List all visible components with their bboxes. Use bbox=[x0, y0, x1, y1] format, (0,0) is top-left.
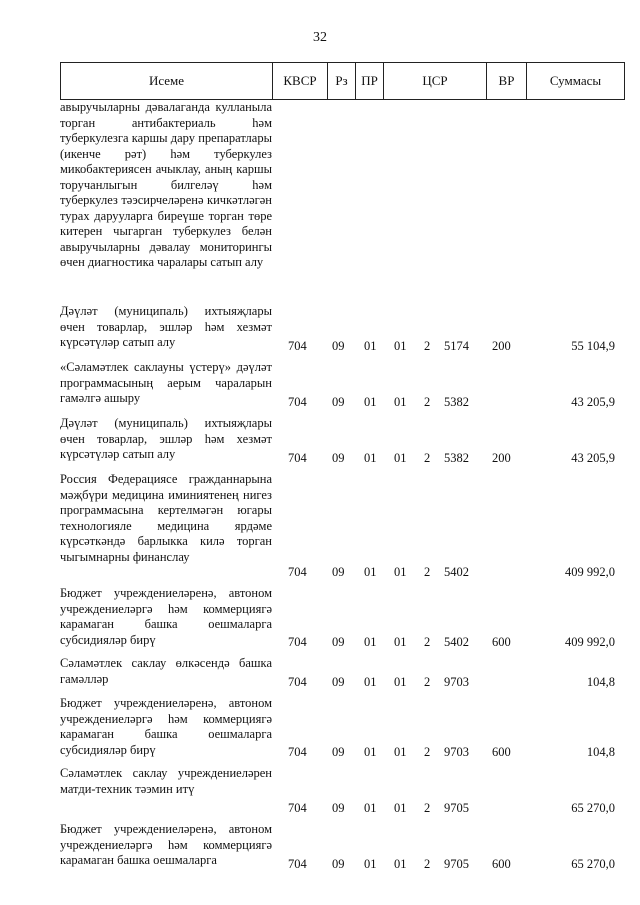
csr-part3-cell: 5402 bbox=[444, 634, 469, 649]
table-row bbox=[60, 354, 625, 410]
table-row bbox=[60, 760, 625, 816]
header-pr: ПР bbox=[356, 63, 384, 99]
pr-cell: 01 bbox=[364, 394, 377, 409]
table-header bbox=[60, 62, 625, 100]
csr-part3-cell: 5402 bbox=[444, 564, 469, 579]
csr-part2-cell: 2 bbox=[424, 338, 431, 353]
header-vr: ВР bbox=[487, 63, 527, 99]
header-name: Исеме bbox=[61, 63, 273, 99]
csr-part1-cell: 01 bbox=[394, 800, 407, 815]
csr-part2-cell: 2 bbox=[424, 744, 431, 759]
rz-cell: 09 bbox=[332, 674, 345, 689]
csr-part2-cell: 2 bbox=[424, 800, 431, 815]
csr-part3-cell: 9705 bbox=[444, 800, 469, 815]
csr-part2-cell: 2 bbox=[424, 674, 431, 689]
rz-cell: 09 bbox=[332, 338, 345, 353]
csr-part3-cell: 9705 bbox=[444, 856, 469, 871]
sum-cell: 65 270,0 bbox=[571, 800, 615, 815]
row-name: Сәламәтлек саклау учреждениеләрен матди-техник тәэмин итү bbox=[60, 766, 272, 796]
pr-cell: 01 bbox=[364, 744, 377, 759]
csr-part3-cell: 9703 bbox=[444, 674, 469, 689]
row-name: Дәүләт (муниципаль) ихтыяҗлары өчен товарлар, эшләр һәм хезмәт күрсәтүләр сатып алу bbox=[60, 416, 272, 461]
pr-cell: 01 bbox=[364, 800, 377, 815]
kvsr-cell: 704 bbox=[288, 674, 307, 689]
pr-cell: 01 bbox=[364, 450, 377, 465]
pr-cell: 01 bbox=[364, 856, 377, 871]
row-name: Россия Федерациясе гражданнарына мәҗбүри медицина иминиятенең нигез программасына кертелмәгән югары технологияле медицина ярдәме күрсәткәндә барлыкка килә торган чыгымнарны финанслау bbox=[60, 472, 272, 564]
rz-cell: 09 bbox=[332, 564, 345, 579]
table-row bbox=[60, 690, 625, 760]
vr-cell: 600 bbox=[492, 744, 511, 759]
sum-cell: 409 992,0 bbox=[565, 634, 615, 649]
csr-part2-cell: 2 bbox=[424, 450, 431, 465]
row-name: Сәламәтлек саклау өлкәсендә башка гамәлләр bbox=[60, 656, 272, 686]
table-row bbox=[60, 298, 625, 354]
csr-part2-cell: 2 bbox=[424, 856, 431, 871]
vr-cell: 200 bbox=[492, 450, 511, 465]
table-row bbox=[60, 100, 625, 298]
page-number: 32 bbox=[313, 30, 327, 45]
row-name: Бюджет учреждениеләренә, автоном учреждениеләргә һәм коммерциягә карамаган башка оешмаларга субсидияләр бирү bbox=[60, 586, 272, 647]
csr-part2-cell: 2 bbox=[424, 634, 431, 649]
header-csr: ЦСР bbox=[384, 63, 487, 99]
pr-cell: 01 bbox=[364, 634, 377, 649]
row-name: авыручыларны дәвалаганда кулланыла торган антибактериаль һәм туберкулезга каршы дару препаратлары (икенче рәт) һәм туберкулез микобактериясен ачыклау, аның каршы торучанлыгын билгеләү һәм туберкулез тәэсирчеләренә кичкәтләгән турах дарууларга биреүше торган төре китерен чыгарган туберкулез белән авыручыларны дәвалау мониторингы өчен диагностика чаралары сатып алу bbox=[60, 100, 272, 269]
table-row bbox=[60, 410, 625, 466]
csr-part1-cell: 01 bbox=[394, 744, 407, 759]
csr-part3-cell: 5382 bbox=[444, 450, 469, 465]
csr-part1-cell: 01 bbox=[394, 674, 407, 689]
csr-part2-cell: 2 bbox=[424, 394, 431, 409]
kvsr-cell: 704 bbox=[288, 800, 307, 815]
table-row bbox=[60, 816, 625, 872]
header-rz: Рз bbox=[328, 63, 356, 99]
row-name: «Сәламәтлек саклауны үстерү» дәүләт программасының аерым чараларын гамәлгә ашыру bbox=[60, 360, 272, 405]
csr-part1-cell: 01 bbox=[394, 338, 407, 353]
table-row bbox=[60, 650, 625, 690]
csr-part3-cell: 5174 bbox=[444, 338, 469, 353]
row-name: Бюджет учреждениеләренә, автоном учреждениеләргә һәм коммерциягә карамаган башка оешмаларга bbox=[60, 822, 272, 867]
header-kvsr: КВСР bbox=[273, 63, 328, 99]
csr-part1-cell: 01 bbox=[394, 856, 407, 871]
sum-cell: 409 992,0 bbox=[565, 564, 615, 579]
kvsr-cell: 704 bbox=[288, 338, 307, 353]
csr-part1-cell: 01 bbox=[394, 634, 407, 649]
pr-cell: 01 bbox=[364, 564, 377, 579]
kvsr-cell: 704 bbox=[288, 394, 307, 409]
pr-cell: 01 bbox=[364, 338, 377, 353]
csr-part2-cell: 2 bbox=[424, 564, 431, 579]
vr-cell: 600 bbox=[492, 856, 511, 871]
rz-cell: 09 bbox=[332, 634, 345, 649]
row-name: Дәүләт (муниципаль) ихтыяҗлары өчен товарлар, эшләр һәм хезмәт күрсәтүләр сатып алу bbox=[60, 304, 272, 349]
rz-cell: 09 bbox=[332, 800, 345, 815]
rz-cell: 09 bbox=[332, 450, 345, 465]
vr-cell: 200 bbox=[492, 338, 511, 353]
sum-cell: 55 104,9 bbox=[571, 338, 615, 353]
kvsr-cell: 704 bbox=[288, 856, 307, 871]
sum-cell: 65 270,0 bbox=[571, 856, 615, 871]
rz-cell: 09 bbox=[332, 394, 345, 409]
kvsr-cell: 704 bbox=[288, 450, 307, 465]
kvsr-cell: 704 bbox=[288, 564, 307, 579]
table-row bbox=[60, 580, 625, 650]
pr-cell: 01 bbox=[364, 674, 377, 689]
rz-cell: 09 bbox=[332, 744, 345, 759]
csr-part1-cell: 01 bbox=[394, 564, 407, 579]
kvsr-cell: 704 bbox=[288, 634, 307, 649]
csr-part1-cell: 01 bbox=[394, 450, 407, 465]
kvsr-cell: 704 bbox=[288, 744, 307, 759]
csr-part3-cell: 5382 bbox=[444, 394, 469, 409]
csr-part1-cell: 01 bbox=[394, 394, 407, 409]
csr-part3-cell: 9703 bbox=[444, 744, 469, 759]
vr-cell: 600 bbox=[492, 634, 511, 649]
table-body bbox=[60, 100, 625, 872]
sum-cell: 104,8 bbox=[586, 744, 615, 759]
row-name: Бюджет учреждениеләренә, автоном учреждениеләргә һәм коммерциягә карамаган башка оешмаларга субсидияләр бирү bbox=[60, 696, 272, 757]
sum-cell: 104,8 bbox=[586, 674, 615, 689]
rz-cell: 09 bbox=[332, 856, 345, 871]
sum-cell: 43 205,9 bbox=[571, 394, 615, 409]
table-row bbox=[60, 466, 625, 580]
header-sum: Суммасы bbox=[549, 73, 602, 88]
sum-cell: 43 205,9 bbox=[571, 450, 615, 465]
